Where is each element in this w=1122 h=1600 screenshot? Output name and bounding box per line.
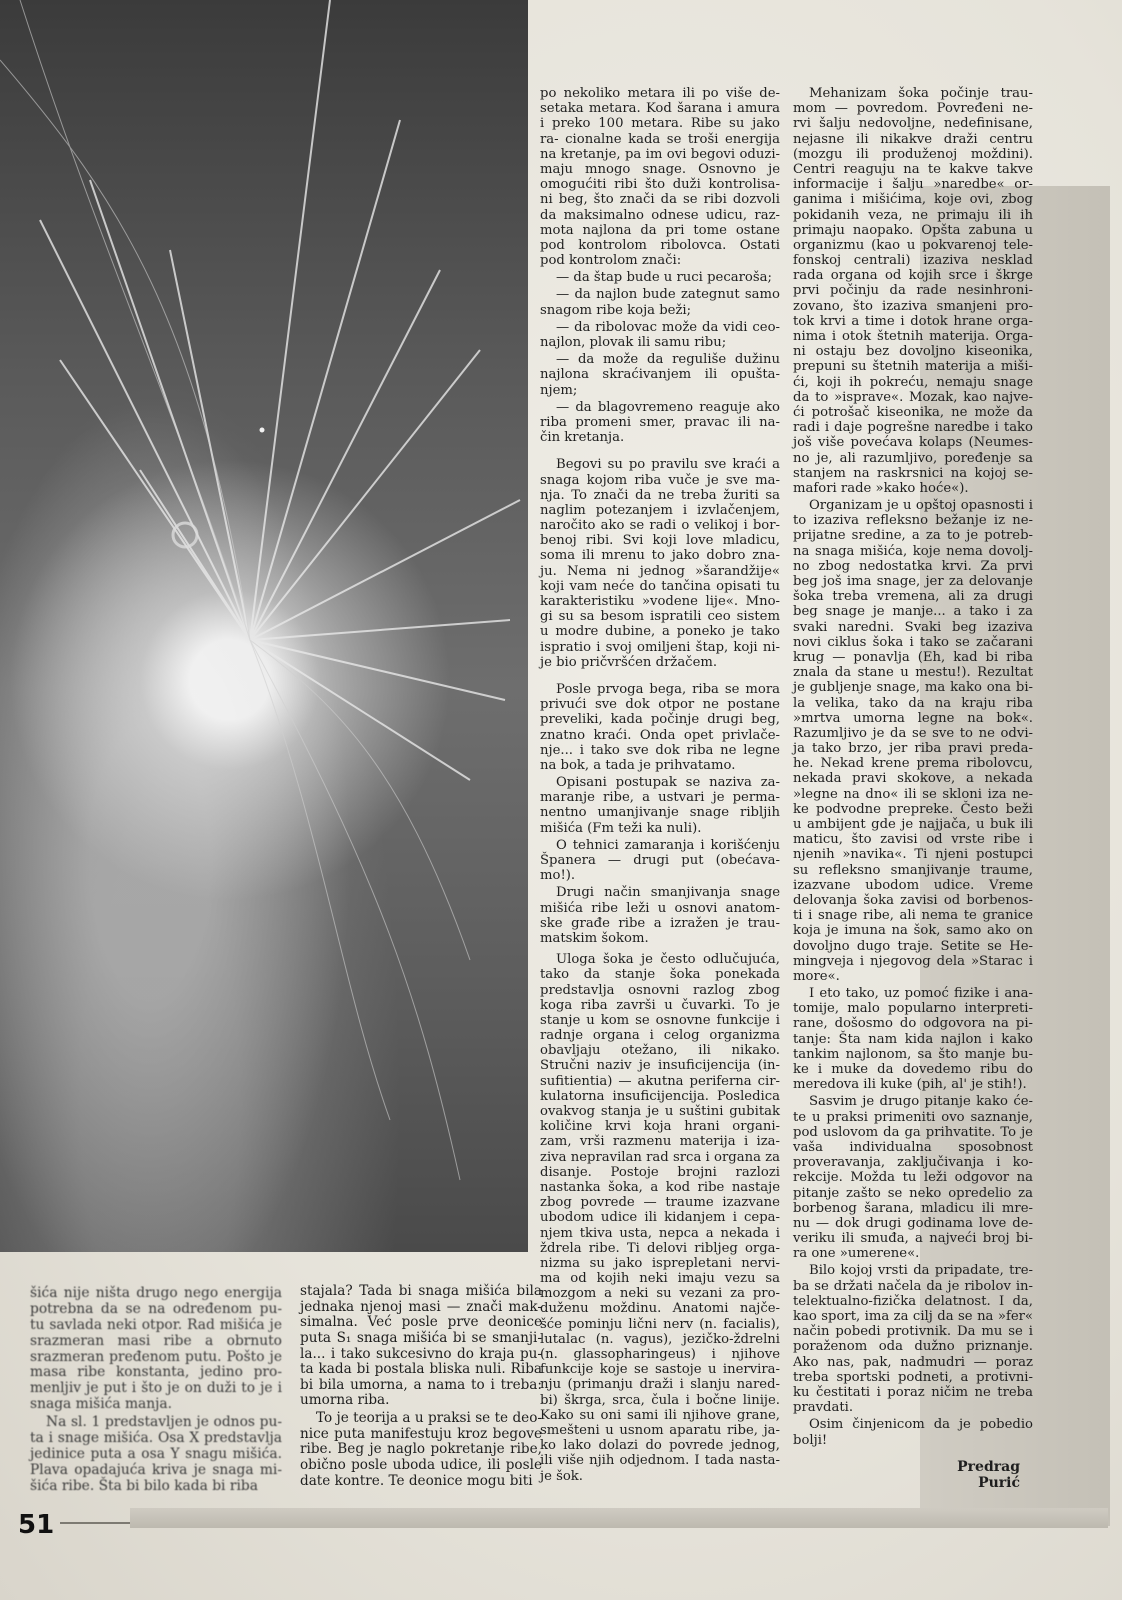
bottom-col1-paragraph-1: šića nije ništa drugo nego energija potrebna da se na određenom pu- tu savlada neki otpor. Rad mišića je srazmeran masi ribe a obrnuto srazmeran pređenom putu. Pošto je masa ribe konstanta, jedino pro- menljiv je put i što je on duži to je i snaga mišića manja.: [30, 1285, 282, 1413]
col2-paragraph-6: Osim činjenicom da je pobedio bolji!: [793, 1417, 1033, 1448]
col2-paragraph-4: Sasvim je drugo pitanje kako će- te u praksi primeniti ovo saznanje, pod uslovom da ga prihvatite. To je vaša individualna sposobnost proveravanja, zaključivanja i ko- rekcije. Možda tu leži odgovor na pitanje zašto se neko opredelio za borbenog šarana, mladicu ili mre- nu — dok drugi godinama love de- veriku ili smuđa, a najveći broj bi- ra one »umerene«.: [793, 1094, 1033, 1262]
page-shadow-bottom: [130, 1508, 1108, 1528]
bottom-col2-paragraph-1: stajala? Tada bi snaga mišića bila jednaka njenoj masi — znači mak- simalna. Već posle prve deonice puta S₁ snaga mišića bi se smanji- la... i tako sukcesivno do kraja pu- ta kada bi postala bliska nuli. Riba bi bila umorna, a nama to i treba: umorna riba.: [300, 1283, 542, 1409]
article-column-1: [540, 86, 780, 948]
fishing-line-photo: [0, 0, 528, 1252]
col1-paragraph-4: Opisani postupak se naziva za- maranje ribe, a ustvari je perma- nentno umanjivanje snage ribljih mišića (Fm teži ka nuli).: [540, 775, 780, 836]
col1-paragraph-3: Posle prvoga bega, riba se mora privući sve dok otpor ne postane preveliki, kada počinje drugi beg, znatno kraći. Onda opet privlače- nje... i tako sve dok riba ne legne na bok, a tada je prihvatamo.: [540, 681, 780, 773]
col2-paragraph-1: Mehanizam šoka počinje trau- mom — povredom. Povređeni ne- rvi šalju nedovoljne, nedefinisane, nejasne ili nikakve draži centru (mozgu ili produženoj moždini). Centri reaguju na te kakve takve informacije i šalju »naredbe« or- ganima i mišićima, koje ovi, zbog pokidanih veza, ne primaju ili ih primaju naopako. Opšta zabuna u organizmu (kao u pokvarenoj tele- fonskoj centrali) izaziva nesklad rada organa od kojih srce i škrge prvi počinju da rade nesinhroni- zovano, što izaziva smanjeni pro- tok krvi a time i dotok hrane orga- nima i otok štetnih materija. Orga- ni ostaju bez dovoljno kiseonika, prepuni su štetnih materija a miši- ći, koji ih pokreću, nemaju snage da to »isprave«. Mozak, kao najve- ći potrošač kiseonika, ne može da radi i daje pogrešne naredbe i tako još više povećava kolaps (Neumes- no je, ali razumljivo, poređenje sa stanjem na raskrsnici na kojoj se- mafori rade »kako hoće«).: [793, 86, 1033, 496]
col2-paragraph-3: I eto tako, uz pomoć fizike i ana- tomije, malo popularno interpreti- rane, došosmo do odgovora na pi- tanje: Šta nam kida najlon i kako tankim najlonom, sa što manje bu- ke i muke da dovedemo ribu do meredova ili kuke (pih, al' je stih!).: [793, 986, 1033, 1093]
col2-paragraph-5: Bilo kojoj vrsti da pripadate, tre- ba se držati načela da je ribolov in- telektualno-fizička delatnost. I da, kao sport, ima za cilj da se na »fer« način pobedi protivnik. Da mu se i poraženom oda dužno priznanje. Ako nas, pak, nadmudri — poraz treba sportski podneti, a protivni- ku čestitati i poraz ničim ne treba pravdati.: [793, 1263, 1033, 1416]
col1-paragraph-7: Uloga šoka je često odlučujuća, tako da stanje šoka ponekada predstavlja osnovni razlog zbog koga riba završi u čuvarki. To je stanje u kom se osnovne funkcije i radnje organa i celog organizma obavljaju otežano, ili nikako. Stručni naziv je insuficijencija (in- sufitientia) — akutna periferna cir- kulatorna insuficijencija. Posledica ovakvog stanja je u suštini gubitak količine krvi koja hrani organi- zam, vrši razmenu materija i iza- ziva nepravilan rad srca i organa za disanje. Postoje brojni razlozi nastanka šoka, a kod ribe nastaje zbog povrede — traume izazvane ubodom udice ili kidanjem i cepa- njem tkiva usta, nepca a nekada i ždrela ribe. Ti delovi ribljeg orga- nizma su jako isprepletani nervi- ma od kojih neki imaju vezu sa mozgom a neki su vezani za pro- duženu moždinu. Anatomi najče- šće pominju lični nerv (n. facialis), lutalac (n. vagus), jezičko-ždrelni (n. glassopharingeus) i njihove funkcije koje se sastoje u inervira- nju (primanju draži i slanju nared- bi) škrga, srca, čula i bočne linije. Kako su oni sami ili njihove grane, smešteni u usnom aparatu ribe, ja- ko lako dolazi do povrede jednog, ili više njih odjednom. I tada nasta- je šok.: [540, 952, 780, 1484]
col1-list-item-3: — da ribolovac može da vidi ceo- najlon, plovak ili samu ribu;: [540, 319, 780, 350]
bottom-column-1: [30, 1286, 282, 1496]
bottom-col2-paragraph-2: To je teorija a u praksi se te deo- nice puta manifestuju kroz begove ribe. Beg je naglo pokretanje ribe, obično posle uboda udice, ili posle date kontre. Te deonice mogu biti: [300, 1410, 542, 1489]
fishing-line-icon: [0, 0, 528, 1252]
bottom-col1-paragraph-2: Na sl. 1 predstavljen je odnos pu- ta i snage mišića. Osa X predstavlja jedinice puta a osa Y snagu mišića. Plava opadajuća kriva je snaga mi- šića ribe. Šta bi bilo kada bi riba: [30, 1414, 282, 1494]
col1-paragraph-5: O tehnici zamaranja i korišćenju Španera — drugi put (obećava- mo!).: [540, 837, 780, 884]
col1-paragraph-2: Begovi su po pravilu sve kraći a snaga kojom riba vuče je sve ma- nja. To znači da ne treba žuriti sa naglim potezanjem i izvlačenjem, naročito ako se radi o velikoj i bor- benoj ribi. Svi koji love mladicu, soma ili mrenu to jako dobro zna- ju. Nema ni jednog »šarandžije« koji vam neće do tančina opisati tu karakteristiku »vodene lije«. Mno- gi su sa besom ispratili ceo sistem u modre dubine, a poneko je tako ispratio i svoj omiljeni štap, koji ni- je bio pričvršćen držačem.: [540, 457, 780, 670]
footer-rule: [60, 1522, 130, 1524]
bottom-column-2: [300, 1284, 542, 1491]
col1-list-item-2: — da najlon bude zategnut samo snagom ribe koja beži;: [540, 287, 780, 318]
page-number: 51: [18, 1510, 55, 1540]
col1-list-item-1: — da štap bude u ruci pecaroša;: [556, 270, 772, 286]
article-column-2: [793, 86, 1033, 1450]
author-signature: Predrag Purić: [957, 1459, 1020, 1491]
col1-paragraph-1: po nekoliko metara ili po više de- setaka metara. Kod šarana i amura i preko 100 metara. Ribe su jako ra- cionalne kada se troši energija na kretanje, pa im ovi begovi oduzi- maju mnogo snage. Osnovno je omogućiti ribi što duži kontrolisa- ni beg, što znači da se ribi dozvoli da maksimalno odnese udicu, raz- mota najlona da pri tome ostane pod kontrolom ribolovca. Ostati pod kontrolom znači:: [540, 86, 780, 269]
col2-paragraph-2: Organizam je u opštoj opasnosti i to izaziva refleksno bežanje iz ne- prijatne sredine, a za to je potreb- na snaga mišića, koje nema dovolj- no zbog nedostatka krvi. Za prvi beg još ima snage, jer za delovanje šoka treba vremena, ali za drugi beg snage je manje... a tako i za svaki naredni. Svaki beg izaziva novi ciklus šoka i tako se začarani krug — ponavlja (Eh, kad bi riba znala da stane u mestu!). Rezultat je gubljenje snage, ma kako ona bi- la velika, tako da na kraju riba »mrtva umorna legne na bok«. Razumljivo je da se sve to ne odvi- ja tako brzo, jer riba pravi preda- he. Nekad krene prema ribolovcu, nekada pravi skokove, a nekada »legne na dno« ili se skloni iza ne- ke podvodne prepreke. Često beži u ambijent gde je najjača, u buk ili maticu, što zavisi od vrste ribe i njenih »navika«. Ti njeni postupci su refleksno smanjivanje traume, izazvane ubodom udice. Vreme delovanja šoka zavisi od borbenos- ti i snage ribe, ali nema te granice koja je imuna na šok, samo ako on dovoljno dugo traje. Setite se He- mingveja i njegovog dela »Starac i more«.: [793, 498, 1033, 984]
col1-list-item-5: — da blagovremeno reaguje ako riba promeni smer, pravac ili na- čin kretanja.: [540, 399, 780, 446]
col1-paragraph-6: Drugi način smanjivanja snage mišića ribe leži u osnovi anatom- ske građe ribe a izražen je trau- matskim šokom.: [540, 885, 780, 946]
article-column-1-continued: [540, 952, 780, 1486]
col1-list-item-4: — da može da reguliše dužinu najlona skraćivanjem ili opušta- njem;: [540, 352, 780, 398]
